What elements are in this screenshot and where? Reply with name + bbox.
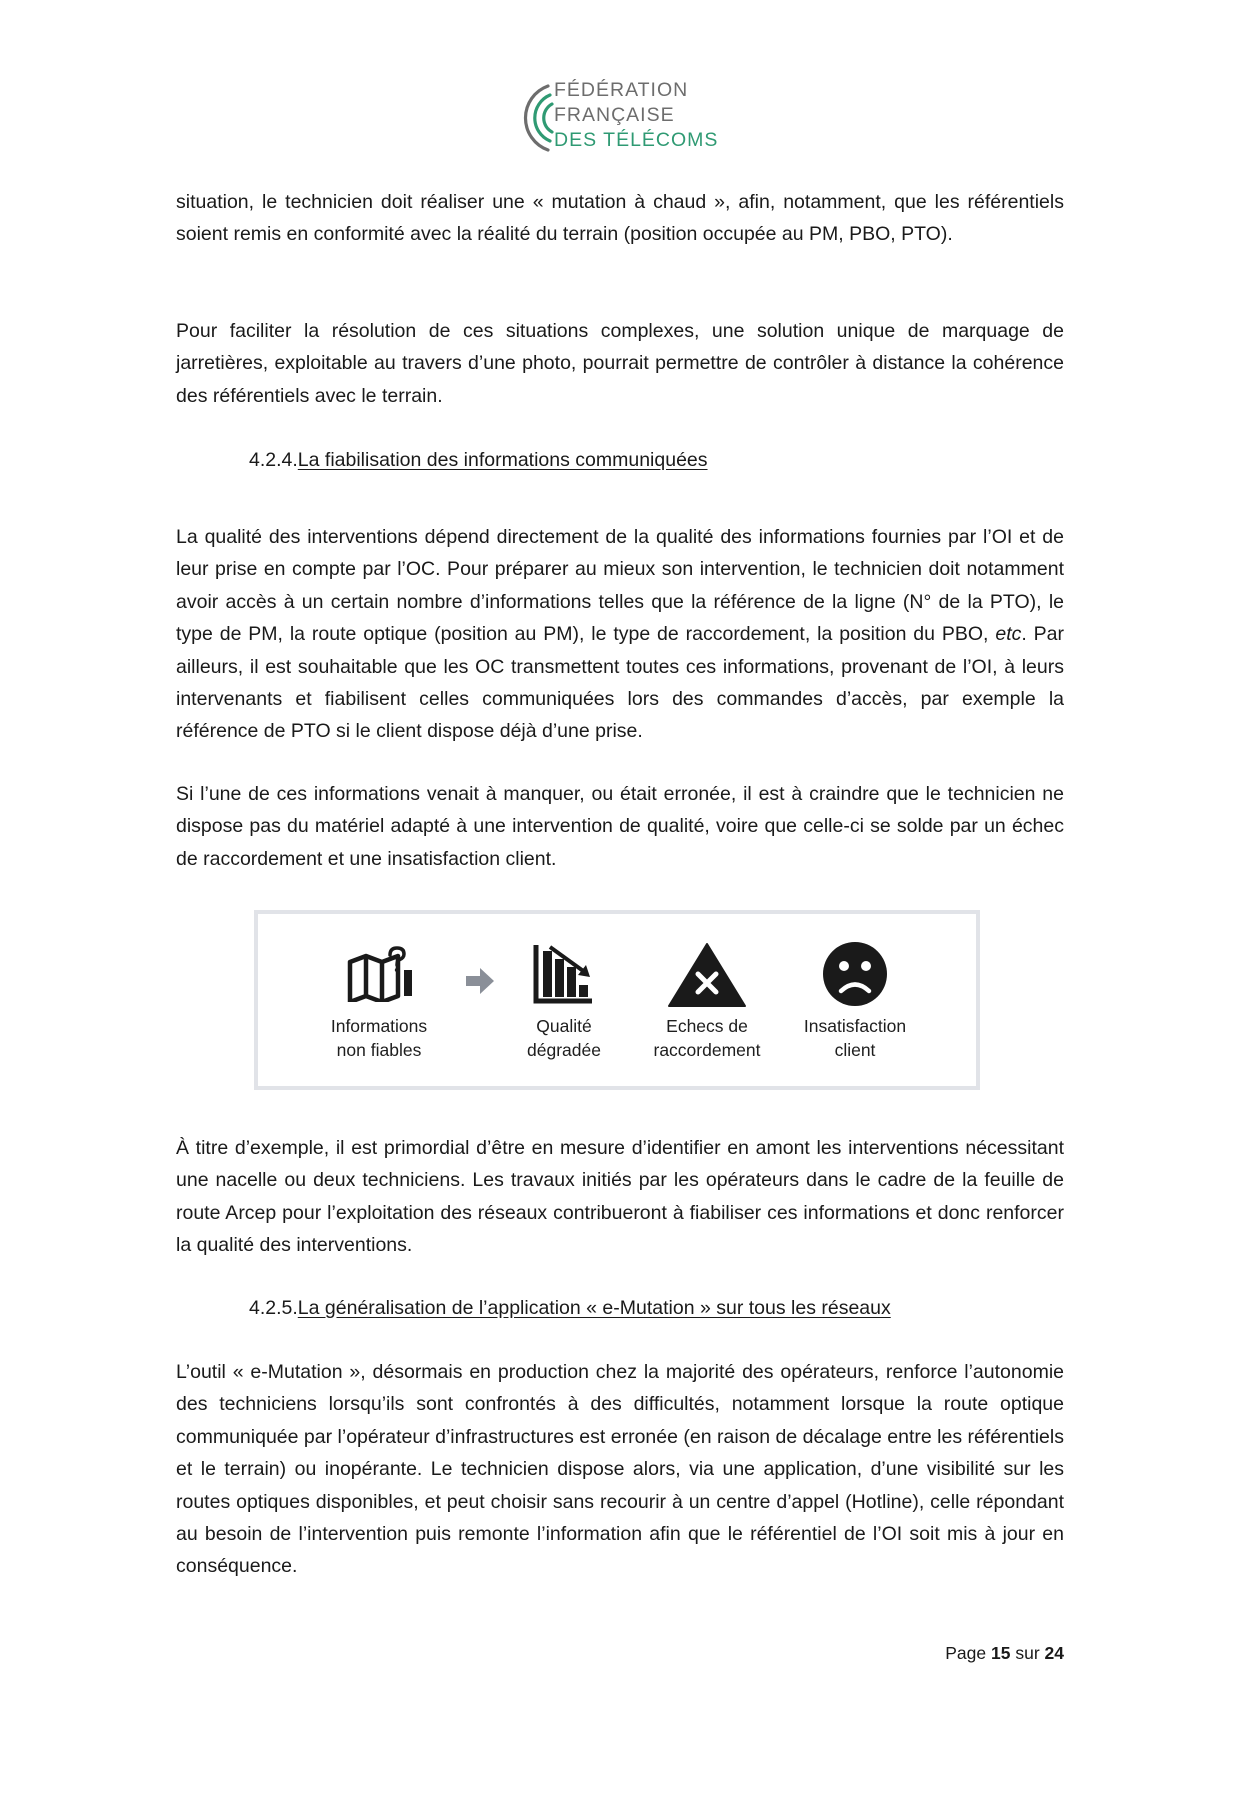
flow-step-label: Insatisfaction client xyxy=(803,1016,907,1060)
map-question-icon xyxy=(346,946,418,1002)
heading-title: La généralisation de l’application « e-Mutation » sur tous les réseaux xyxy=(297,1297,891,1319)
flow-step-label: Echecs de raccordement xyxy=(653,1016,761,1060)
heading-number: 4.2.5. xyxy=(249,1297,298,1319)
ffte-logo xyxy=(508,78,748,158)
paragraph-text-part-2: . Par ailleurs, il est souhaitable que les OC transmettent toutes ces informations, provenant de l’OI, à leurs intervenants et fiabilisent celles communiquées lors des commandes d’accès, par exemple la référence de PTO si le client dispose déjà d’une prise. xyxy=(176,623,1064,743)
heading-title: La fiabilisation des informations communiquées xyxy=(297,449,708,471)
section-heading-4-2-4 xyxy=(249,444,708,476)
logo-line-2: FRANÇAISE xyxy=(554,104,675,126)
section-heading-4-2-5 xyxy=(249,1292,891,1324)
consequences-flow-diagram xyxy=(254,910,980,1090)
paragraph-text-part-1: La qualité des interventions dépend directement de la qualité des informations fournies par l’OI et de leur prise en compte par l’OC. Pour préparer au mieux son intervention, le technicien doit notamment avoir accès à un certain nombre d’informations telles que la référence de la ligne (N° de la PTO), le type de PM, la route optique (position au PM), le type de raccordement, la position du PBO, xyxy=(176,526,1064,646)
arrow-right-icon xyxy=(464,966,496,996)
paragraph-qualite-interventions xyxy=(176,521,1064,748)
paragraph-e-mutation: L’outil « e-Mutation », désormais en production chez la majorité des opérateurs, renforce l’autonomie des techniciens lorsqu’ils sont confrontés à des difficultés, notamment lorsque la route optique communiquée par l’opérateur d’infrastructures est erronée (en raison de décalage entre les référentiels et le terrain) ou inopérante. Le technicien dispose alors, via une application, d’une visibilité sur les routes optiques disponibles, et peut choisir sans recourir à un centre d’appel (Hotline), celle répondant au besoin de l’intervention puis remonte l’information afin que le référentiel de l’OI soit mis à jour en conséquence. xyxy=(176,1361,1064,1578)
heading-number: 4.2.4. xyxy=(249,449,298,471)
sad-face-icon xyxy=(822,941,888,1007)
logo-line-1: FÉDÉRATION xyxy=(554,79,689,101)
paragraph-mutation-a-chaud: situation, le technicien doit réaliser une « mutation à chaud », afin, notamment, que les référentiels soient remis en conformité avec la réalité du terrain (position occupée au PM, PBO, PTO). xyxy=(176,191,1064,246)
paragraph-marquage-jarretieres: Pour faciliter la résolution de ces situations complexes, une solution unique de marquage de jarretières, exploitable au travers d’une photo, pourrait permettre de contrôler à distance la cohérence des référentiels avec le terrain. xyxy=(176,320,1064,407)
paragraph-text-italic: etc xyxy=(995,623,1022,646)
paragraph-exemple-nacelle: À titre d’exemple, il est primordial d’être en mesure d’identifier en amont les interventions nécessitant une nacelle ou deux techniciens. Les travaux initiés par les opérateurs dans le cadre de la feuille de route Arcep pour l’exploitation des réseaux contribueront à fiabiliser ces informations et donc renforcer la qualité des interventions. xyxy=(176,1137,1064,1257)
page-number: Page 15 sur 24 xyxy=(945,1643,1064,1663)
flow-step-label: Informations non fiables xyxy=(330,1016,428,1060)
warning-x-triangle-icon xyxy=(667,942,747,1008)
declining-chart-icon xyxy=(532,941,596,1005)
logo-arcs-icon xyxy=(508,80,558,156)
flow-step-label: Qualité dégradée xyxy=(527,1016,601,1060)
logo-line-3: DES TÉLÉCOMS xyxy=(554,129,719,151)
paragraph-informations-manquantes: Si l’une de ces informations venait à manquer, ou était erronée, il est à craindre que le technicien ne dispose pas du matériel adapté à une intervention de qualité, voire que celle-ci se solde par un échec de raccordement et une insatisfaction client. xyxy=(176,783,1064,870)
logo-wordmark xyxy=(554,78,718,153)
